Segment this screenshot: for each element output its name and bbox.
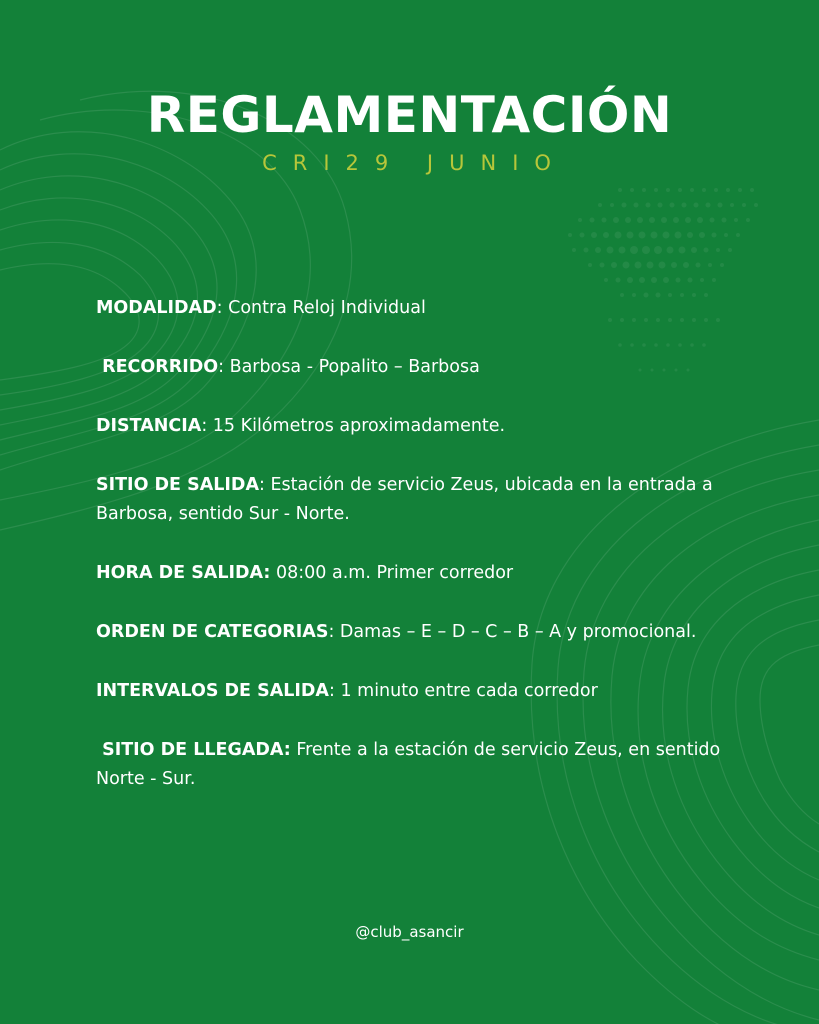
rule-text: Damas – E – D – C – B – A y promocional. xyxy=(334,622,697,642)
event-subtitle: CRI29 JUNIO xyxy=(262,151,567,175)
rule-recorrido xyxy=(96,353,736,382)
rule-separator: : xyxy=(216,298,223,318)
rule-text: 08:00 a.m. Primer corredor xyxy=(270,563,514,583)
rule-text: Estación de servicio Zeus, ubicada en la entrada a Barbosa, sentido Sur - Norte. xyxy=(96,475,713,524)
rule-label: DISTANCIA xyxy=(96,416,202,436)
rule-text: Contra Reloj Individual xyxy=(222,298,426,318)
rule-label: ORDEN DE CATEGORIAS xyxy=(96,622,329,642)
rule-sitio-de-llegada xyxy=(96,736,736,794)
rule-label: HORA DE SALIDA: xyxy=(96,563,271,583)
rule-orden-de-categorias xyxy=(96,618,736,647)
rule-label: SITIO DE LLEGADA: xyxy=(96,740,291,760)
rule-separator: : xyxy=(201,416,208,436)
rule-text: 1 minuto entre cada corredor xyxy=(334,681,598,701)
rule-intervalos-de-salida xyxy=(96,677,736,706)
rule-modalidad xyxy=(96,294,736,323)
rule-hora-de-salida xyxy=(96,559,736,588)
rule-text: Frente a la estación de servicio Zeus, en sentido Norte - Sur. xyxy=(96,740,721,789)
rule-text: 15 Kilómetros aproximadamente. xyxy=(207,416,506,436)
rule-text: Barbosa - Popalito – Barbosa xyxy=(224,357,480,377)
page-title: REGLAMENTACIÓN xyxy=(146,86,673,144)
rule-separator: : xyxy=(328,622,335,642)
rule-distancia xyxy=(96,412,736,441)
rule-sitio-de-salida xyxy=(96,471,736,529)
rule-label: MODALIDAD xyxy=(96,298,217,318)
rule-label: INTERVALOS DE SALIDA xyxy=(96,681,329,701)
rule-separator: : xyxy=(218,357,225,377)
rule-separator: : xyxy=(328,681,335,701)
rule-label: RECORRIDO xyxy=(96,357,219,377)
social-handle: @club_asancir xyxy=(355,923,464,941)
rules-list xyxy=(96,294,736,824)
rule-separator: : xyxy=(259,475,265,495)
rule-label: SITIO DE SALIDA xyxy=(96,475,259,495)
